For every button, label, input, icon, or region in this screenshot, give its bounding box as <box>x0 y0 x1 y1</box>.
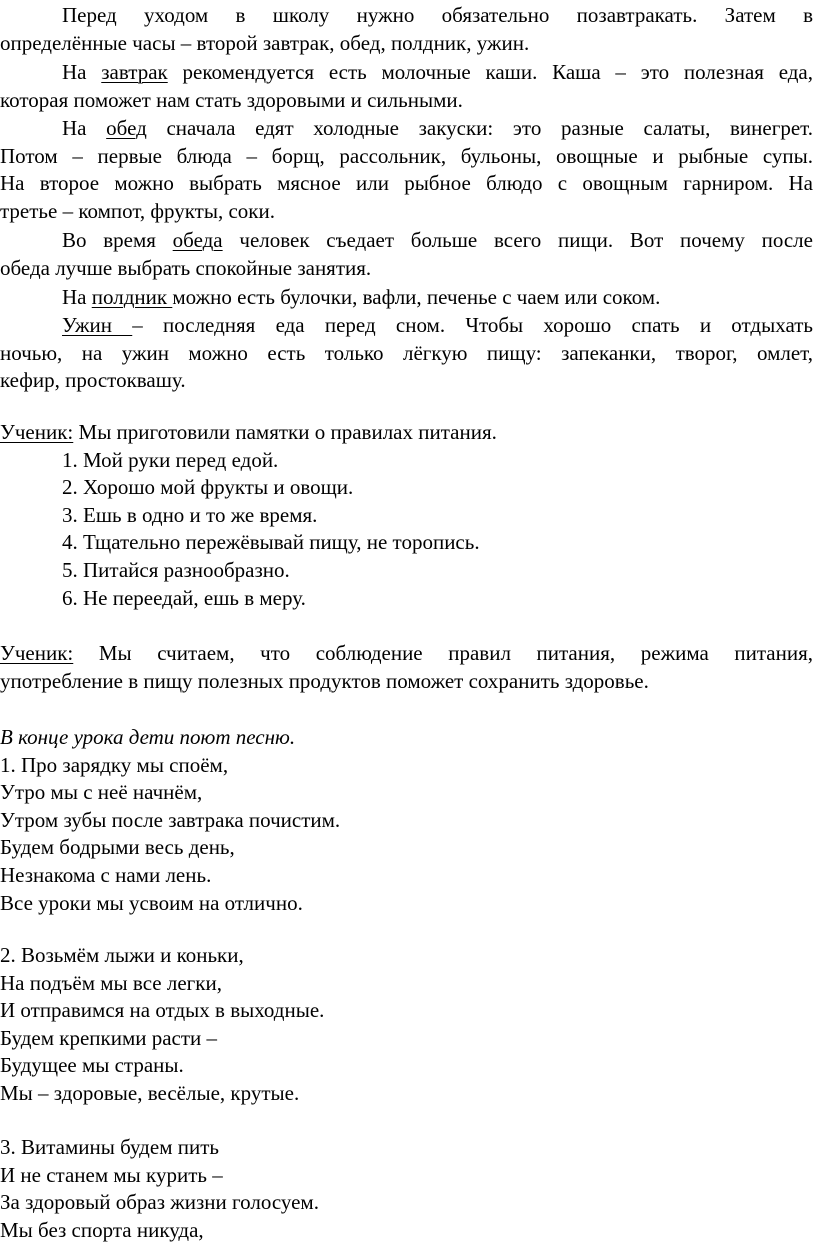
text-line: третье – компот, фрукты, соки. <box>0 198 275 223</box>
paragraph-after-lunch <box>0 227 813 282</box>
text-fragment: сначала едят холодные закуски: это разные салаты, винегрет. <box>146 116 813 140</box>
text-line <box>0 59 813 87</box>
song-line: И отправимся на отдых в выходные. <box>0 998 325 1023</box>
list-item: 6. Не переедай, ешь в меру. <box>62 585 306 610</box>
text-fragment: – последняя еда перед сном. Чтобы хорошо спать и отдыхать <box>132 313 813 337</box>
text-fragment: человек съедает больше всего пищи. Вот почему после <box>222 228 813 252</box>
text-line: Перед уходом в школу нужно обязательно позавтракать. Затем в <box>62 3 813 27</box>
song-line: Утром зубы после завтрака почистим. <box>0 807 341 832</box>
paragraph-lunch <box>0 115 813 225</box>
speaker-label: Ученик: <box>0 420 74 444</box>
song-line: Все уроки мы усвоим на отлично. <box>0 890 303 915</box>
paragraph-breakfast <box>0 59 813 114</box>
text-line: обеда лучше выбрать спокойные занятия. <box>0 255 372 280</box>
song-intro: В конце урока дети поют песню. <box>0 725 296 749</box>
song-line: Будем бодрыми весь день, <box>0 835 235 860</box>
text-fragment: На <box>62 116 107 140</box>
text-line <box>0 227 813 255</box>
song-verse-3 <box>0 1134 813 1244</box>
song-section <box>0 724 813 917</box>
song-line: Будем крепкими расти – <box>0 1025 218 1050</box>
song-line: 3. Витамины будем пить <box>0 1135 219 1159</box>
rules-list <box>0 447 813 613</box>
paragraph-dinner <box>0 312 813 395</box>
list-item: 1. Мой руки перед едой. <box>62 447 279 472</box>
list-item: 5. Питайся разнообразно. <box>62 557 290 582</box>
list-item: 4. Тщательно пережёвывай пищу, не торопись. <box>62 530 480 555</box>
student-memo-section <box>0 419 813 612</box>
text-fragment: можно есть булочки, вафли, печенье с чаем или соком. <box>172 285 661 309</box>
paragraph-breakfast-intro <box>0 2 813 57</box>
speaker-label: Ученик: <box>0 641 74 665</box>
song-line: Будущее мы страны. <box>0 1053 184 1078</box>
list-item: 2. Хорошо мой фрукты и овощи. <box>62 475 354 500</box>
student-conclusion-section <box>0 640 813 695</box>
text-line <box>0 284 813 312</box>
text-fragment: На <box>62 285 92 309</box>
underlined-term: обеда <box>172 228 223 252</box>
paragraph-afternoon-snack <box>0 284 813 312</box>
underlined-term: обед <box>106 116 147 140</box>
text-fragment: Во время <box>62 228 173 252</box>
song-line: Незнакома с нами лень. <box>0 862 212 887</box>
song-verse-1 <box>0 752 813 918</box>
song-line: На подъём мы все легки, <box>0 970 222 995</box>
song-line: Мы – здоровые, весёлые, крутые. <box>0 1080 300 1105</box>
song-line: Мы без спорта никуда, <box>0 1217 204 1242</box>
text-line <box>0 419 813 447</box>
song-line: За здоровый образ жизни голосуем. <box>0 1190 319 1215</box>
underlined-term: полдник <box>91 285 173 309</box>
song-line: И не станем мы курить – <box>0 1162 223 1187</box>
text-line <box>0 640 813 668</box>
text-line <box>0 115 813 143</box>
list-item: 3. Ешь в одно и то же время. <box>62 502 318 527</box>
text-fragment: Мы приготовили памятки о правилах питания. <box>73 420 497 444</box>
song-line: 1. Про зарядку мы споём, <box>0 752 229 777</box>
song-line: 2. Возьмём лыжи и коньки, <box>0 943 244 967</box>
text-fragment: Мы считаем, что соблюдение правил питания, режима питания, <box>73 641 813 665</box>
underlined-term: завтрак <box>101 60 168 84</box>
text-line: определённые часы – второй завтрак, обед, полдник, ужин. <box>0 30 530 55</box>
underlined-term: Ужин <box>62 313 133 337</box>
song-verse-2 <box>0 942 813 1108</box>
text-line: которая поможет нам стать здоровыми и сильными. <box>0 87 463 112</box>
song-line: Утро мы с неё начнём, <box>0 780 203 805</box>
text-fragment: рекомендуется есть молочные каши. Каша – это полезная еда, <box>167 60 813 84</box>
text-line: употребление в пищу полезных продуктов поможет сохранить здоровье. <box>0 668 649 693</box>
text-line <box>0 312 813 340</box>
text-line: кефир, простоквашу. <box>0 368 186 393</box>
text-line: Потом – первые блюда – борщ, рассольник, бульоны, овощные и рыбные супы. <box>0 143 813 168</box>
text-line: ночью, на ужин можно есть только лёгкую пищу: запеканки, творог, омлет, <box>0 340 813 365</box>
text-fragment: На <box>62 60 102 84</box>
text-line: На второе можно выбрать мясное или рыбное блюдо с овощным гарниром. На <box>0 171 813 196</box>
